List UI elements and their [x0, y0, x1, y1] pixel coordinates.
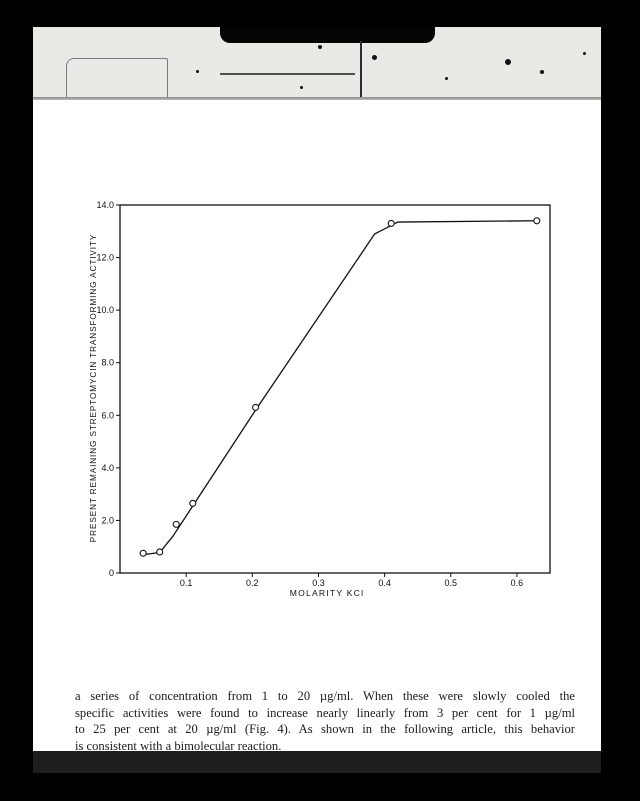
data-point — [140, 550, 146, 556]
data-point — [534, 218, 540, 224]
data-point — [253, 404, 259, 410]
y-axis-label: PRESENT REMAINING STREPTOMYCIN TRANSFORMING ACTIVITY — [89, 233, 98, 543]
x-tick-label: 0.6 — [510, 578, 524, 588]
body-text-line: a series of concentration from 1 to 20 µg/ml. When these were slowly cooled the — [75, 689, 575, 703]
y-tick-label: 10.0 — [96, 305, 114, 316]
body-text-line: is consistent with a bimolecular reaction. — [75, 738, 282, 753]
y-tick-label: 14.0 — [96, 200, 114, 210]
data-point — [157, 549, 163, 555]
data-point — [388, 220, 394, 226]
y-tick-label: 2.0 — [101, 515, 114, 526]
y-tick-label: 8.0 — [101, 357, 114, 368]
y-tick-label: 4.0 — [101, 462, 114, 473]
x-tick-label: 0.1 — [179, 578, 193, 588]
x-tick-label: 0.2 — [246, 578, 259, 588]
y-tick-label: 6.0 — [101, 410, 114, 421]
body-text-line: to 25 per cent at 20 µg/ml (Fig. 4). As shown in the following article, this behavior — [75, 722, 575, 737]
data-point — [190, 500, 196, 506]
data-point — [173, 521, 179, 527]
body-text-line: specific activities were found to increase nearly linearly from 3 per cent for 1 µg/ml — [75, 705, 575, 720]
x-tick-label: 0.4 — [378, 578, 391, 588]
y-tick-label: 12.0 — [96, 252, 114, 263]
fitted-curve — [143, 221, 537, 555]
y-tick-label: 0 — [108, 568, 114, 578]
body-paragraph — [75, 688, 575, 754]
x-tick-label: 0.3 — [312, 578, 325, 588]
x-axis-label: MOLARITY KCl — [289, 588, 365, 598]
x-tick-label: 0.5 — [444, 578, 458, 588]
